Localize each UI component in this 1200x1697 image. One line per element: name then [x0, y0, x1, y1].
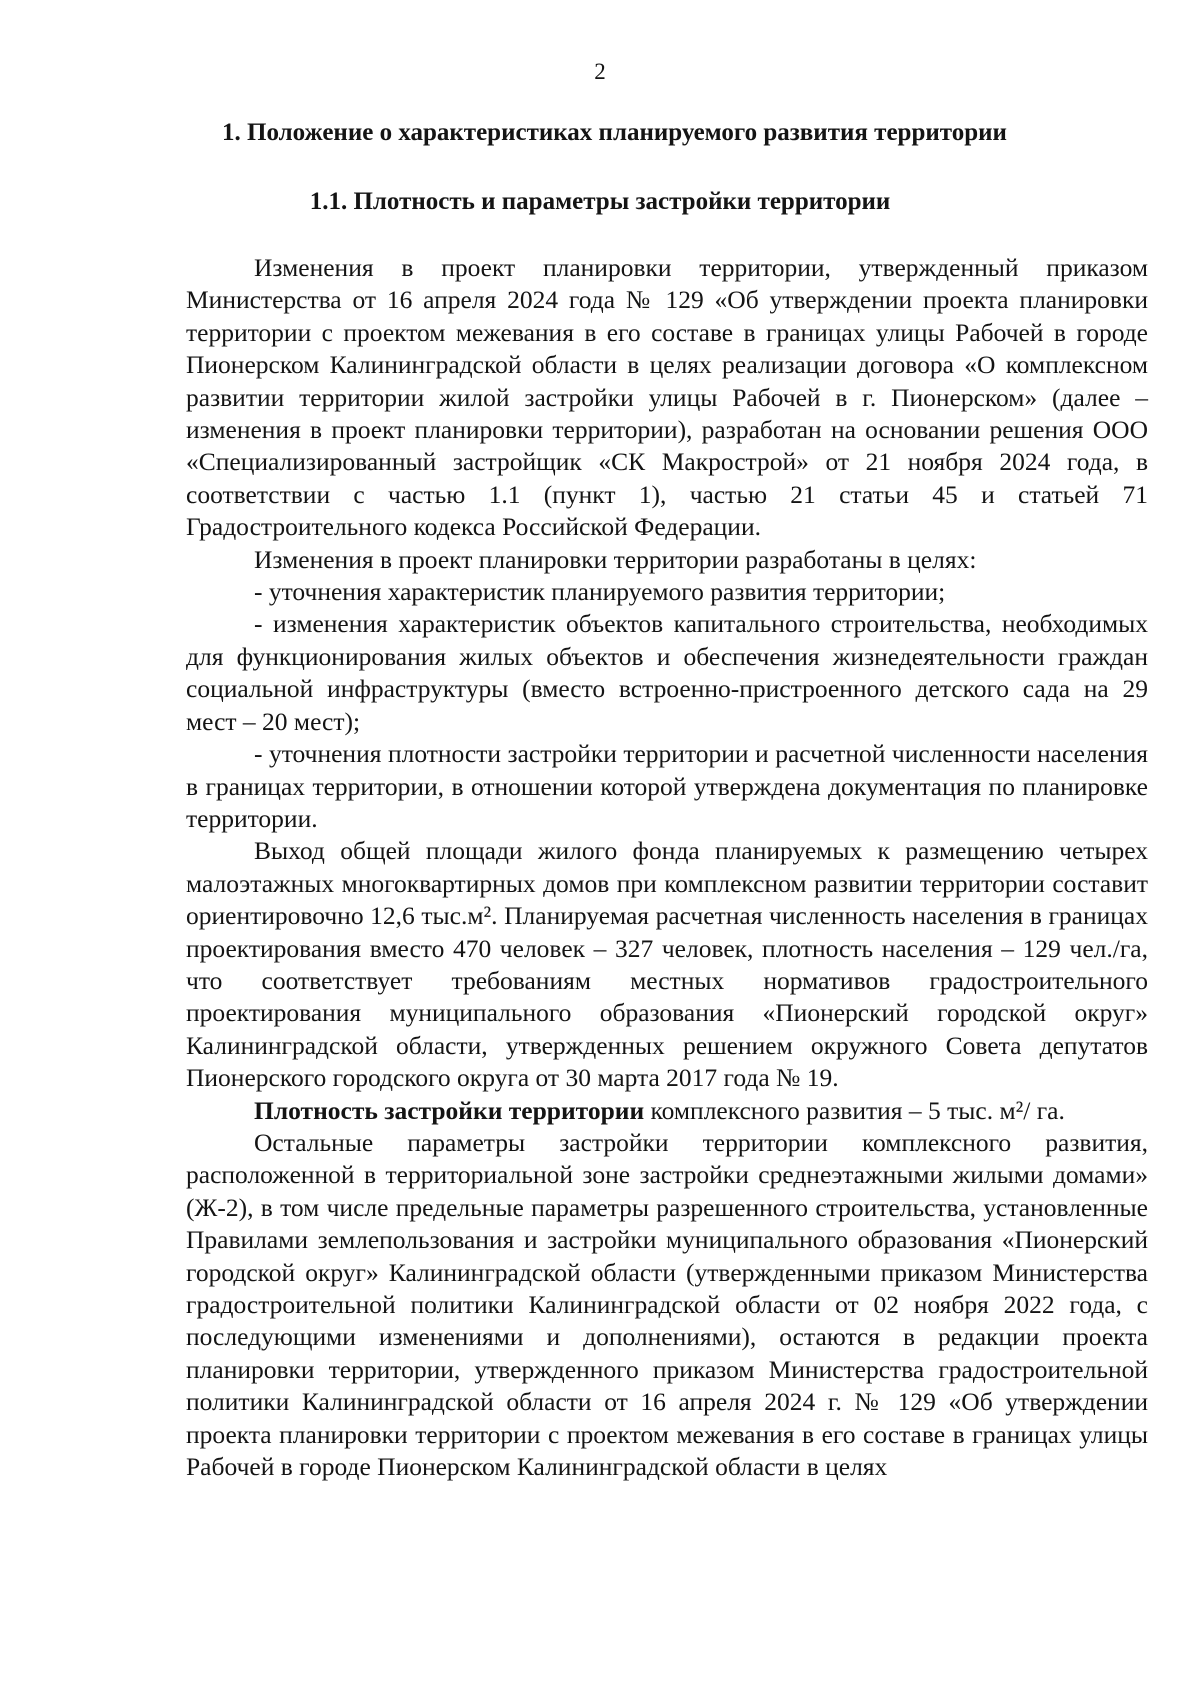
paragraph-goals: Изменения в проект планировки территории разработаны в целях: [254, 544, 977, 574]
list-item-goal-1: - уточнения характеристик планируемого развития территории; [254, 577, 946, 607]
list-item-goal-2: - изменения характеристик объектов капитального строительства, необходимых для функционирования жилых объектов и обеспечения жизнедеятельности граждан социальной инфраструктуры (вместо встроенно-пристроенного детского сада на 29 мест – 20 мест); [186, 609, 1148, 736]
paragraph-density [186, 1095, 1148, 1127]
density-value: комплексного развития – 5 тыс. м²/ га. [644, 1095, 1065, 1125]
paragraph-other-parameters: Остальные параметры застройки территории комплексного развития, расположенной в территориальной зоне застройки среднеэтажными жилыми домами» (Ж-2), в том числе предельные параметры разрешенного строительства, установленные Правилами землепользования и застройки муниципального образования «Пионерский городской округ» Калининградской области (утвержденными приказом Министерства градостроительной политики Калининградской области от 02 ноября 2022 года, с последующими изменениями и дополнениями), остаются в редакции проекта планировки территории, утвержденного приказом Министерства градостроительной политики Калининградской области от 16 апреля 2024 г. № 129 «Об утверждении проекта планировки территории с проектом межевания в его составе в границах улицы Рабочей в городе Пионерском Калининградской области в целях [186, 1127, 1148, 1482]
paragraph-housing-output: Выход общей площади жилого фонда планируемых к размещению четырех малоэтажных многоквартирных домов при комплексном развитии территории составит ориентировочно 12,6 тыс.м². Планируемая расчетная численность населения в границах проектирования вместо 470 человек – 327 человек, плотность населения – 129 чел./га, что соответствует требованиям местных нормативов градостроительного проектирования муниципального образования «Пионерский городской округ» Калининградской области, утвержденных решением окружного Совета депутатов Пионерского городского округа от 30 марта 2017 года № 19. [186, 836, 1148, 1093]
list-item-goal-3: - уточнения плотности застройки территории и расчетной численности населения в границах территории, в отношении которой утверждена документация по планировке территории. [186, 739, 1148, 833]
page-number: 2 [594, 59, 606, 84]
subsection-heading: 1.1. Плотность и параметры застройки территории [309, 188, 891, 215]
section-heading: 1. Положение о характеристиках планируемого развития территории [222, 119, 1007, 146]
paragraph-intro: Изменения в проект планировки территории, утвержденный приказом Министерства от 16 апреля 2024 года № 129 «Об утверждении проекта планировки территории с проектом межевания в его составе в границах улицы Рабочей в городе Пионерском Калининградской области в целях реализации договора «О комплексном развитии территории жилой застройки улицы Рабочей в г. Пионерском» (далее – изменения в проект планировки территории), разработан на основании решения ООО «Специализированный застройщик «СК Макрострой» от 21 ноября 2024 года, в соответствии с частью 1.1 (пункт 1), частью 21 статьи 45 и статьей 71 Градостроительного кодекса Российской Федерации. [186, 253, 1148, 542]
document-body [186, 252, 1148, 1483]
density-label: Плотность застройки территории [254, 1095, 645, 1125]
